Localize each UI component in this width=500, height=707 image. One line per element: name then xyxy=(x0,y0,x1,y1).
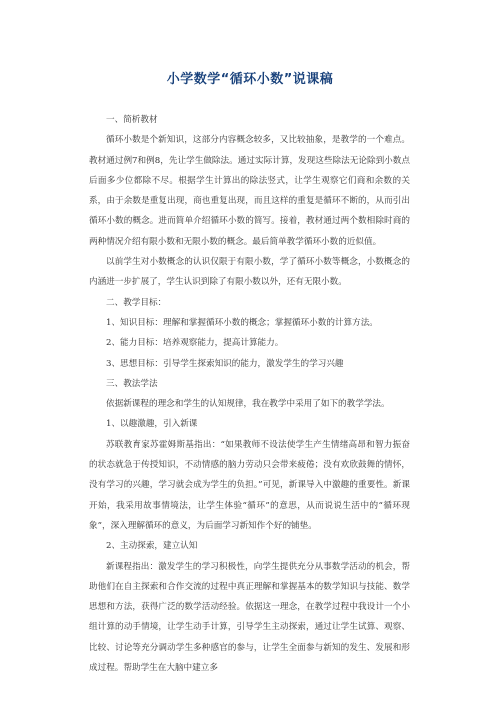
subsection-heading: 2、主动探索，建立认知 xyxy=(106,541,198,552)
paragraph: 新课程指出：激发学生的学习积极性，向学生提供充分从事数学活动的机会，帮助他们在自主探索和合作交流的过程中真正理解和掌握基本的数学知识与技能、数学思想和方法，获得广泛的数学活动经验。依据这一理念，在教学过程中我设计一个小组计算的动手情境，让学生动手计算，引导学生主动探索，通过让学生试算、观察、比较、讨论等充分调动学生多种感官的参与，让学生全面参与新知的发生、发展和形成过程。帮助学生在大脑中建立多 xyxy=(89,561,410,674)
paragraph: 3、思想目标：引导学生探索知识的能力，激发学生的学习兴趣 xyxy=(106,358,344,369)
section-heading: 二、教学目标： xyxy=(106,297,167,308)
document-body xyxy=(89,110,410,678)
paragraph: 苏联教育家苏霍姆斯基指出：“如果教师不设法使学生产生情绪高昂和智力振奋的状态就急于传授知识，不动情感的脑力劳动只会带来疲倦；没有欢欣鼓舞的情怀，没有学习的兴趣，学习就会成为学生的负担。”可见，新课导入中激趣的重要性。新课开始，我采用故事情境法，让学生体验“循环”的意思，从而说说生活中的“循环现象”，深入理解循环的意义，为后面学习新知作个好的铺垫。 xyxy=(89,439,410,531)
paragraph: 依据新课程的理念和学生的认知规律，我在教学中采用了如下的教学学法。 xyxy=(106,399,390,410)
paragraph: 2、能力目标：培养观察能力，提高计算能力。 xyxy=(106,338,284,349)
section-heading: 一、简析教材 xyxy=(106,115,158,125)
paragraph: 1、知识目标：理解和掌握循环小数的概念；掌握循环小数的计算方法。 xyxy=(106,317,378,328)
document-title: 小学数学“循环小数”说课稿 xyxy=(166,72,334,87)
paragraph: 以前学生对小数概念的认识仅限于有限小数，学了循环小数等概念，小数概念的内涵进一步扩展了，学生认识到除了有限小数以外，还有无限小数。 xyxy=(89,257,410,288)
subsection-heading: 1、以趣激趣，引入新课 xyxy=(106,419,198,430)
paragraph: 循环小数是个新知识，这部分内容概念较多，又比较抽象，是教学的一个难点。教材通过例7和例8，先让学生做除法。通过实际计算，发现这些除法无论除到小数点后面多少位都除不尽。根据学生计算出的除法竖式，让学生观察它们商和余数的关系，由于余数是重复出现，商也重复出现，而且这样的重复是循环不断的，从而引出循环小数的概念。进而简单介绍循环小数的简写。接着，教材通过两个数相除时商的两种情况介绍有限小数和无限小数的概念。最后简单教学循环小数的近似值。 xyxy=(89,135,410,247)
section-heading: 三、教法学法 xyxy=(106,378,158,389)
